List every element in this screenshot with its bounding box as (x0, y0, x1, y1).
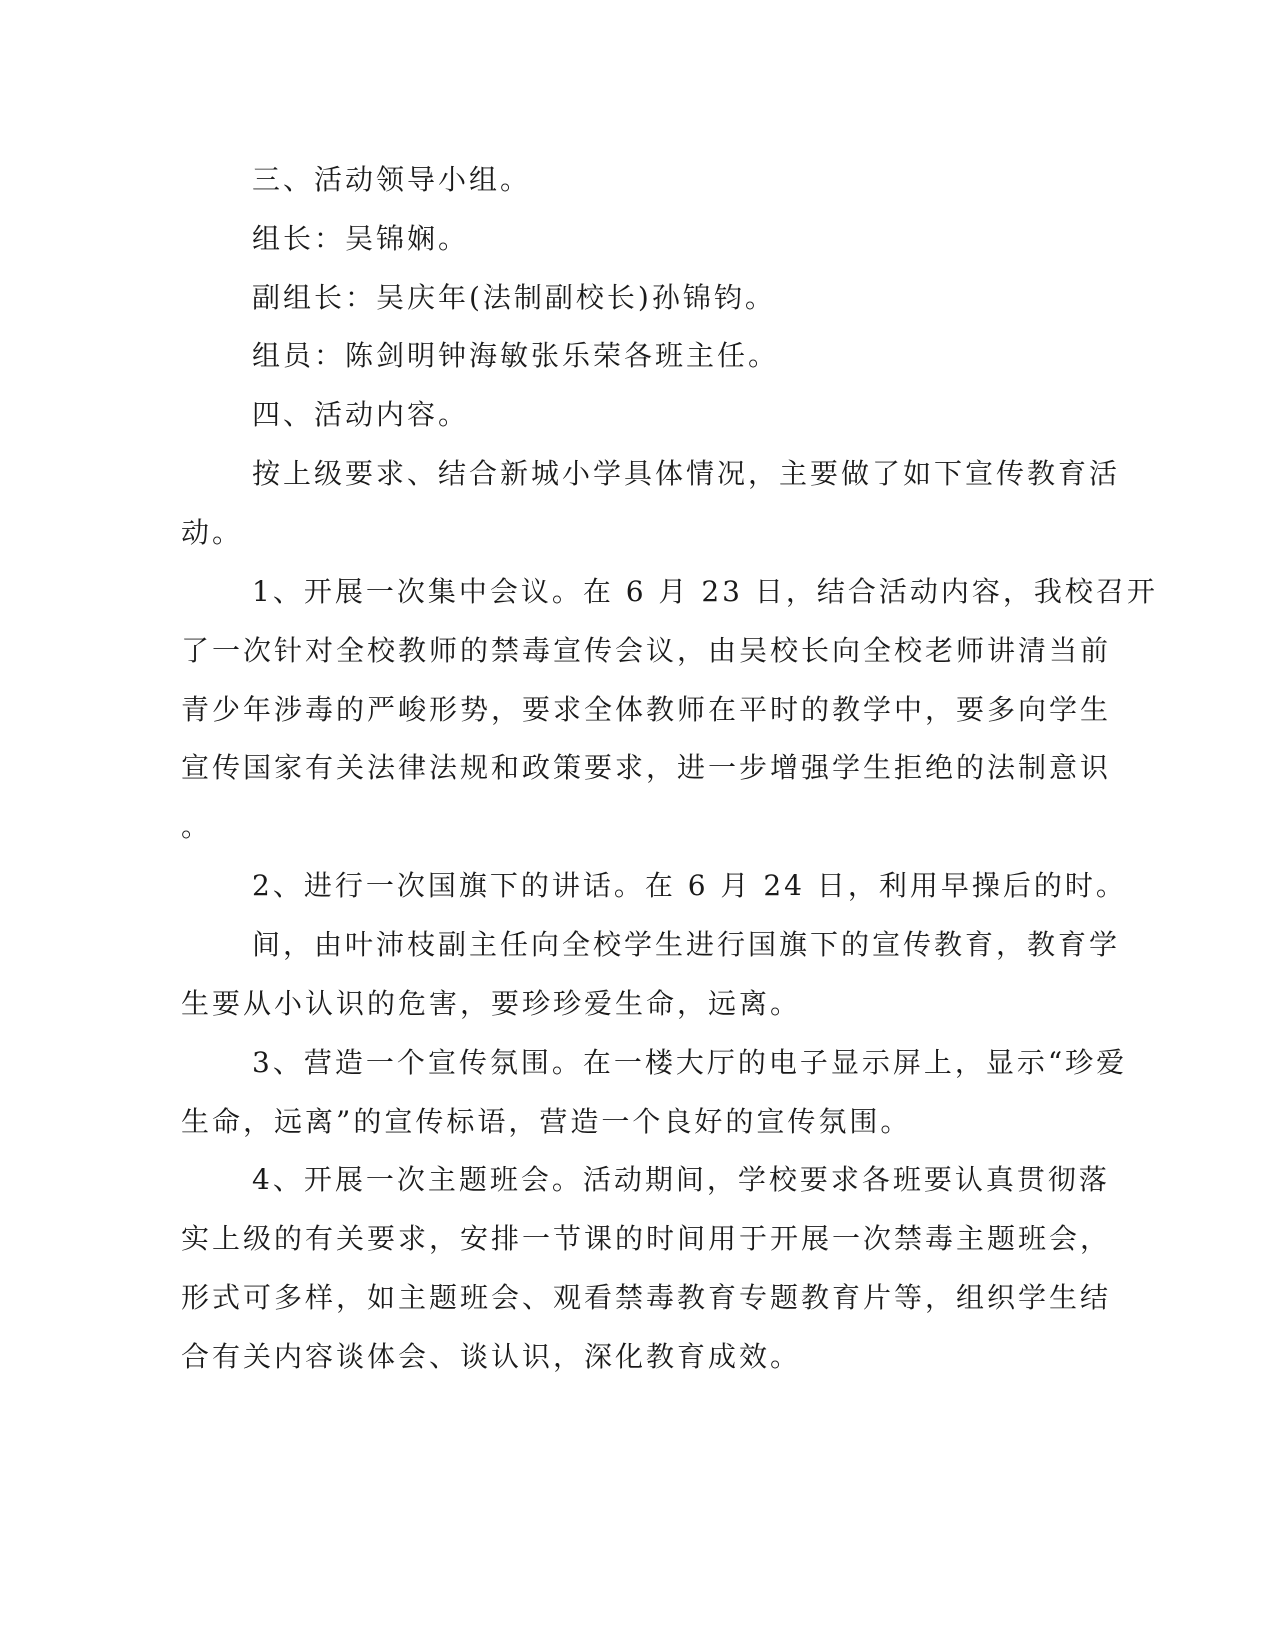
paragraph-line: 生命，远离”的宣传标语，营造一个良好的宣传氛围。 (181, 1105, 912, 1138)
paragraph-line: 间，由叶沛枝副主任向全校学生进行国旗下的宣传教育，教育学 (252, 928, 1121, 961)
paragraph-line: 3、营造一个宣传氛围。在一楼大厅的电子显示屏上，显示“珍爱 (252, 1046, 1128, 1079)
paragraph-line: 青少年涉毒的严峻形势，要求全体教师在平时的教学中，要多向学生 (181, 693, 1112, 726)
paragraph-line: 实上级的有关要求，安排一节课的时间用于开展一次禁毒主题班会， (181, 1222, 1112, 1255)
paragraph-line: 。 (181, 810, 213, 843)
section-heading-leadership: 三、活动领导小组。 (252, 163, 532, 196)
paragraph-line: 生要从小认识的危害，要珍珍爱生命，远离。 (181, 987, 802, 1020)
paragraph-line: 宣传国家有关法律法规和政策要求，进一步增强学生拒绝的法制意识 (181, 751, 1112, 784)
deputy-leader-line: 副组长：吴庆年(法制副校长)孙锦钧。 (252, 281, 776, 314)
paragraph-line: 按上级要求、结合新城小学具体情况，主要做了如下宣传教育活 (252, 457, 1121, 490)
paragraph-line: 动。 (181, 516, 244, 549)
paragraph-line: 4、开展一次主题班会。活动期间，学校要求各班要认真贯彻落 (252, 1163, 1110, 1196)
paragraph-line: 形式可多样，如主题班会、观看禁毒教育专题教育片等，组织学生结 (181, 1281, 1112, 1314)
paragraph-line: 2、进行一次国旗下的讲话。在 6 月 24 日，利用早操后的时。 (252, 869, 1127, 902)
leader-line: 组长：吴锦娴。 (252, 222, 470, 255)
paragraph-line: 1、开展一次集中会议。在 6 月 23 日，结合活动内容，我校召开 (252, 575, 1158, 608)
members-line: 组员：陈剑明钟海敏张乐荣各班主任。 (252, 339, 780, 372)
paragraph-line: 了一次针对全校教师的禁毒宣传会议，由吴校长向全校老师讲清当前 (181, 634, 1112, 667)
section-heading-content: 四、活动内容。 (252, 398, 470, 431)
paragraph-line: 合有关内容谈体会、谈认识，深化教育成效。 (181, 1340, 802, 1373)
